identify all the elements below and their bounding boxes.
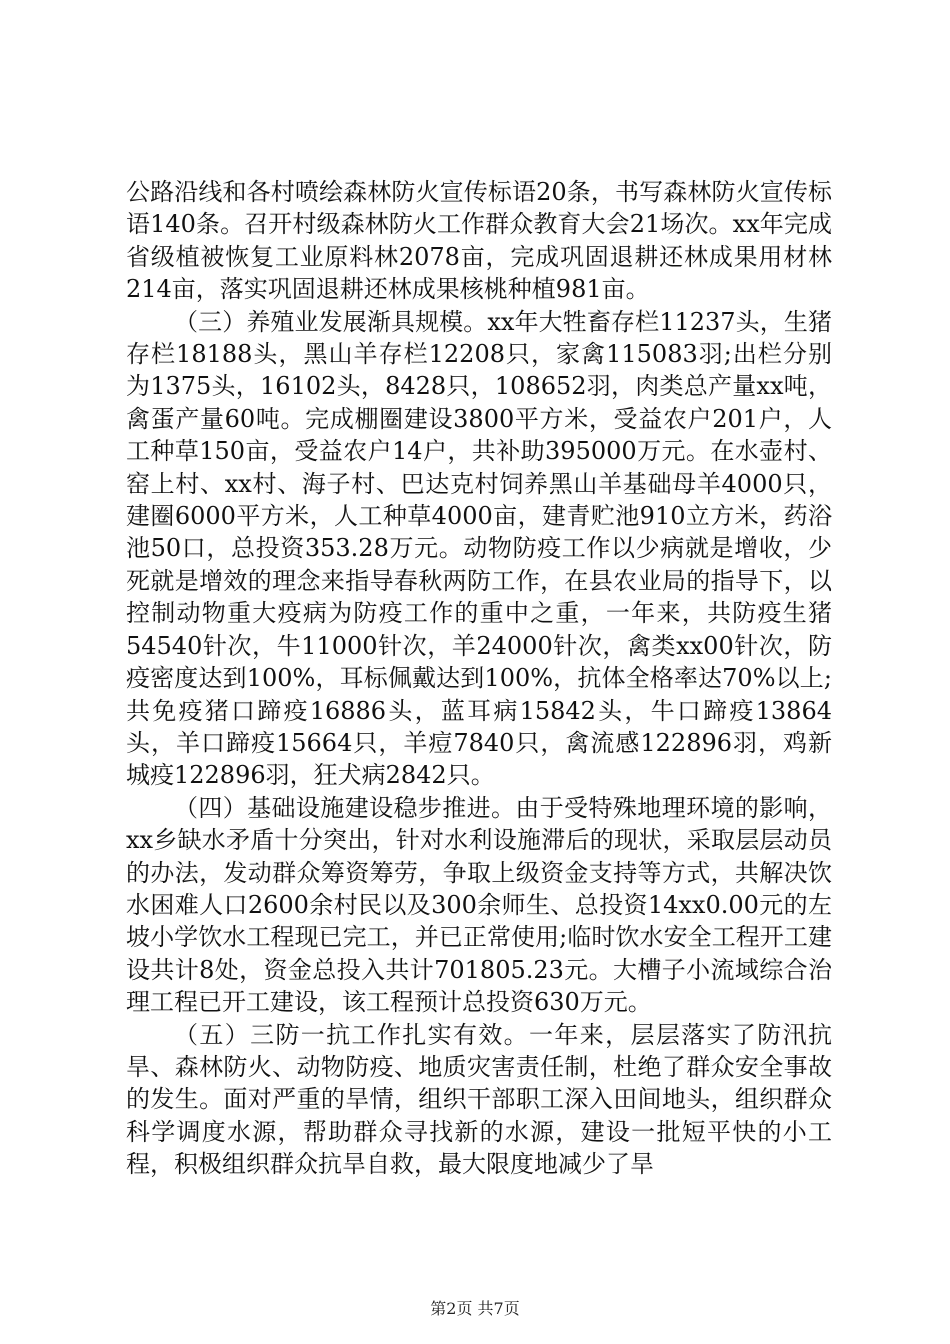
page-number-footer: 第2页 共7页 — [430, 1299, 520, 1318]
paragraph-section-5: （五）三防一抗工作扎实有效。一年来，层层落实了防汛抗旱、森林防火、动物防疫、地质灾害责任制，杜绝了群众安全事故的发生。面对严重的旱情，组织干部职工深入田间地头，组织群众科学调度水源，帮助群众寻找新的水源，建设一批短平快的小工程，积极组织群众抗旱自救，最大限度地减少了旱 — [126, 1020, 832, 1179]
paragraph-continuation: 公路沿线和各村喷绘森林防火宣传标语20条，书写森林防火宣传标语140条。召开村级森林防火工作群众教育大会21场次。xx年完成省级植被恢复工业原料林2078亩，完成巩固退耕还林成果用材林214亩，落实巩固退耕还林成果核桃种植981亩。 — [126, 178, 832, 304]
paragraph-section-4: （四）基础设施建设稳步推进。由于受特殊地理环境的影响，xx乡缺水矛盾十分突出，针对水利设施滞后的现状，采取层层动员的办法，发动群众筹资筹劳，争取上级资金支持等方式，共解决饮水困难人口2600余村民以及300余师生、总投资14xx0.00元的左坡小学饮水工程现已完工，并已正常使用;临时饮水安全工程开工建设共计8处，资金总投入共计701805.23元。大槽子小流域综合治理工程已开工建设，该工程预计总投资630万元。 — [126, 793, 832, 1017]
body-text — [126, 176, 832, 1181]
paragraph-section-3: （三）养殖业发展渐具规模。xx年大牲畜存栏11237头，生猪存栏18188头，黑山羊存栏12208只，家禽115083羽;出栏分别为1375头，16102头，8428只，108652羽，肉类总产量xx吨，禽蛋产量60吨。完成棚圈建设3800平方米，受益农户201户，人工种草150亩，受益农户14户，共补助395000万元。在水壶村、窑上村、xx村、海子村、巴达克村饲养黑山羊基础母羊4000只，建圈6000平方米，人工种草4000亩，建青贮池910立方米，药浴池50口，总投资353.28万元。动物防疫工作以少病就是增收，少死就是增效的理念来指导春秋两防工作，在县农业局的指导下，以控制动物重大疫病为防疫工作的重中之重，一年来，共防疫生猪54540针次，牛11000针次，羊24000针次，禽类xx00针次，防疫密度达到100%，耳标佩戴达到100%，抗体全格率达70%以上;共免疫猪口蹄疫16886头，蓝耳病15842头，牛口蹄疫13864头，羊口蹄疫15664只，羊痘7840只，禽流感122896羽，鸡新城疫122896羽，狂犬病2842只。 — [126, 307, 832, 790]
